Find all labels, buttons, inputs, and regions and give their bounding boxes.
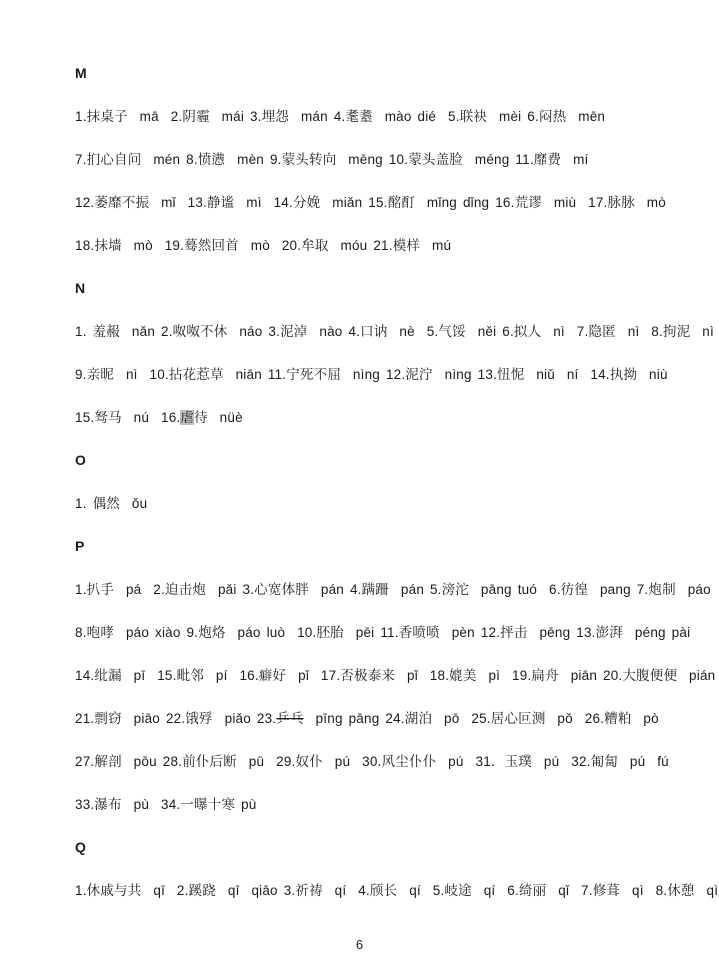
text-segment: 33.瀑布 pù 34.一曝十寒 pù: [75, 797, 257, 812]
text-segment: P: [75, 538, 85, 554]
text-line: [75, 697, 715, 740]
text-segment: 8.咆哮 páo xiào 9.炮烙 páo luò 10.胚胎 pēi 11.香喷喷 pèn 12.抨击 pēng 13.澎湃 péng pài: [75, 625, 691, 640]
text-line: [75, 310, 715, 353]
text-line: [75, 783, 715, 826]
text-segment: 9.亲昵 nì 10.拈花惹草 niān 11.宁死不屈 nìng 12.泥泞 nìng 13.忸怩 niǔ ní 14.执拗 niù: [75, 367, 668, 382]
text-segment: 15.驽马 nú 16.: [75, 410, 181, 425]
text-segment: 1. 偶然 ǒu: [75, 496, 148, 511]
section-heading: [75, 267, 715, 310]
text-segment: 1.扒手 pá 2.迫击炮 pǎi 3.心宽体胖 pán 4.蹒跚 pán 5.滂沱 pāng tuó 6.彷徨 pang 7.炮制 páo: [75, 582, 711, 597]
text-segment: 1.休戚与共 qī 2.蹊跷 qī qiāo 3.祈祷 qí 4.颀长 qí 5.岐途 qí 6.绮丽 qǐ 7.修葺 qì 8.休憩 qì: [75, 883, 719, 898]
text-line: [75, 654, 715, 697]
text-segment: 27.解剖 pōu 28.前仆后断 pū 29.奴仆 pú 30.风尘仆仆 pú 31．玉璞 pú 32.匍匐 pú fú: [75, 754, 669, 769]
section-heading: [75, 826, 715, 869]
text-segment: pīng pāng 24.湖泊 pō 25.居心叵测 pǒ 26.糟粕 pò: [303, 711, 659, 726]
text-line: [75, 611, 715, 654]
text-segment: 1. 羞赧 nǎn 2.呶呶不休 náo 3.泥淖 nào 4.口讷 nè 5.气馁 něi 6.拟人 nì 7.隐匿 nì 8.拘泥 nì: [75, 324, 714, 339]
text-segment: O: [75, 452, 87, 468]
page-number: 6: [355, 937, 364, 952]
text-segment: N: [75, 280, 86, 296]
text-line: [75, 181, 715, 224]
strikethrough-text: 乒乓: [276, 711, 304, 726]
text-line: [75, 740, 715, 783]
text-segment: M: [75, 65, 87, 81]
text-line: [75, 95, 715, 138]
text-segment: 18.抹墙 mò 19.蓦然回首 mò 20.牟取 móu 21.模样 mú: [75, 238, 452, 253]
text-line: [75, 568, 715, 611]
text-line: [75, 396, 715, 439]
section-heading: [75, 525, 715, 568]
highlighted-char: 虐: [180, 410, 195, 425]
text-segment: 21.剽窃 piāo 22.饿殍 piǎo 23.: [75, 711, 277, 726]
text-segment: 12.萎靡不振 mǐ 13.静谧 mì 14.分娩 miǎn 15.酩酊 mǐng dǐng 16.荒谬 miù 17.脉脉 mò: [75, 195, 666, 210]
text-segment: 7.扪心自问 mén 8.愤懑 mèn 9.蒙头转向 mēng 10.蒙头盖脸 méng 11.靡费 mí: [75, 152, 589, 167]
text-segment: Q: [75, 839, 87, 855]
document-body: [75, 52, 719, 912]
text-line: [75, 138, 715, 181]
text-line: [75, 353, 715, 396]
text-line: [75, 224, 715, 267]
text-line: [75, 482, 715, 525]
text-segment: 1.抹桌子 mā 2.阴霾 mái 3.埋怨 mán 4.耄耋 mào dié 5.联袂 mèi 6.闷热 mēn: [75, 109, 606, 124]
section-heading: [75, 52, 715, 95]
text-segment: 14.纰漏 pī 15.毗邻 pí 16.癖好 pǐ 17.否极泰来 pǐ 18.媲美 pì 19.扁舟 piān 20.大腹便便 pián: [75, 668, 716, 683]
text-segment: 待 nüè: [194, 410, 243, 425]
text-line: [75, 869, 719, 912]
section-heading: [75, 439, 715, 482]
